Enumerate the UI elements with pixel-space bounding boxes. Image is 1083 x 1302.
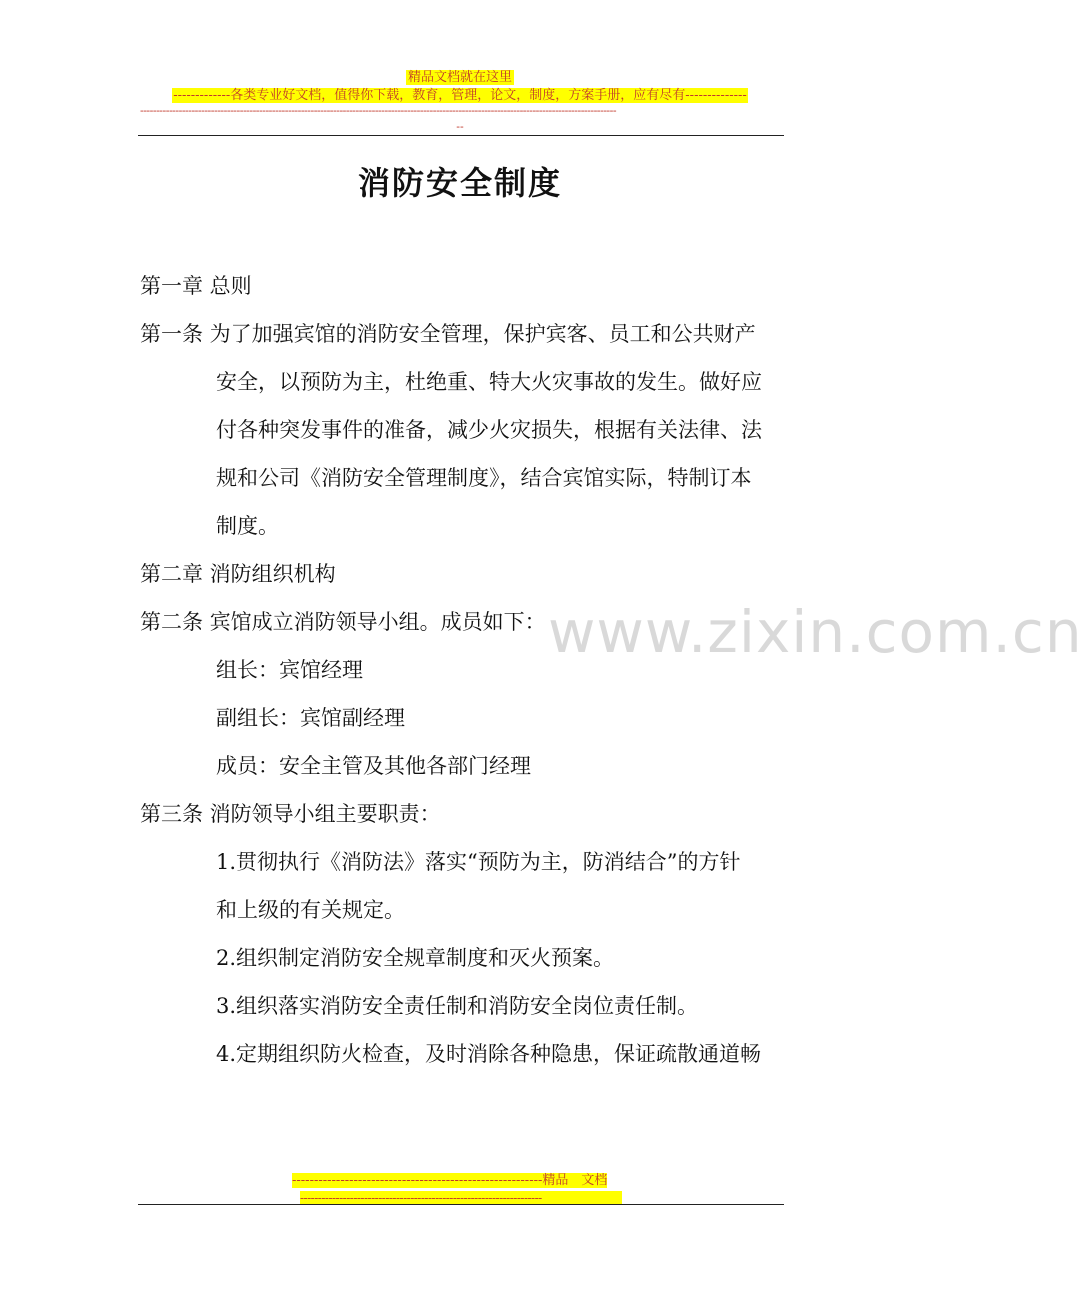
footer-dash-line: -------------------------------------------------------------------- bbox=[300, 1187, 622, 1206]
duty-line: 3.组织落实消防安全责任制和消防安全岗位责任制。 bbox=[216, 994, 699, 1018]
header-dash-line: ---------------------------------------------------------------------------------------------------------------------------------------------------- bbox=[140, 104, 617, 117]
footer-banner: ---------------------------------------------------------精品 文档 bbox=[292, 1173, 608, 1188]
article-line: 制度。 bbox=[216, 514, 279, 538]
watermark: www.zixin.com.cn bbox=[548, 598, 1083, 666]
member-line: 副组长：宾馆副经理 bbox=[216, 706, 405, 730]
header-banner-title: 精品文档就在这里 bbox=[407, 70, 512, 85]
article-line: 付各种突发事件的准备，减少火灾损失，根据有关法律、法 bbox=[216, 418, 762, 442]
member-line: 组长：宾馆经理 bbox=[216, 658, 363, 682]
header-rule bbox=[138, 135, 784, 136]
article-line: 第一条 为了加强宾馆的消防安全管理，保护宾客、员工和公共财产 bbox=[140, 322, 756, 346]
member-line: 成员：安全主管及其他各部门经理 bbox=[216, 754, 531, 778]
duty-line: 1.贯彻执行《消防法》落实“预防为主，防消结合”的方针 bbox=[216, 850, 741, 874]
chapter-heading: 第一章 总则 bbox=[140, 274, 252, 298]
chapter-heading: 第二章 消防组织机构 bbox=[140, 562, 336, 586]
duty-line: 2.组织制定消防安全规章制度和灭火预案。 bbox=[216, 946, 615, 970]
header-banner-slogan: -------------各类专业好文档，值得你下载，教育，管理，论文，制度，方案手册，应有尽有-------------- bbox=[173, 88, 747, 103]
header-dash-tail: -- bbox=[456, 120, 464, 133]
article-line: 规和公司《消防安全管理制度》，结合宾馆实际，特制订本 bbox=[216, 466, 752, 490]
article-line: 安全，以预防为主，杜绝重、特大火灾事故的发生。做好应 bbox=[216, 370, 762, 394]
duty-line: 4.定期组织防火检查，及时消除各种隐患，保证疏散通道畅 bbox=[216, 1042, 762, 1066]
article-line: 第三条 消防领导小组主要职责： bbox=[140, 802, 441, 826]
document-title: 消防安全制度 bbox=[357, 164, 562, 202]
article-line: 第二条 宾馆成立消防领导小组。成员如下： bbox=[140, 610, 546, 634]
duty-line: 和上级的有关规定。 bbox=[216, 898, 405, 922]
footer-rule bbox=[138, 1204, 784, 1205]
